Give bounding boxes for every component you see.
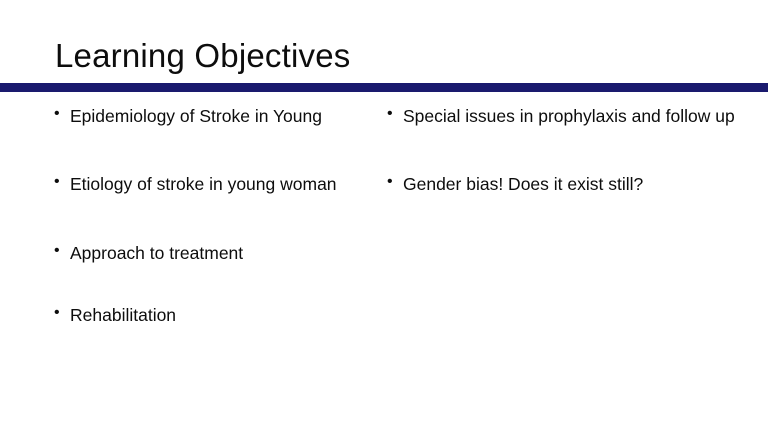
list-item: • Epidemiology of Stroke in Young <box>52 105 375 127</box>
title-divider <box>0 83 768 92</box>
list-item: • Etiology of stroke in young woman <box>52 173 375 195</box>
list-item: • Gender bias! Does it exist still? <box>385 173 738 195</box>
list-item: • Rehabilitation <box>52 304 375 326</box>
left-column <box>0 105 385 347</box>
list-item: • Approach to treatment <box>52 242 375 264</box>
page-title: Learning Objectives <box>55 37 351 74</box>
list-item: • Special issues in prophylaxis and follow up <box>385 105 738 127</box>
right-column <box>385 105 768 216</box>
slide-body <box>0 105 768 347</box>
